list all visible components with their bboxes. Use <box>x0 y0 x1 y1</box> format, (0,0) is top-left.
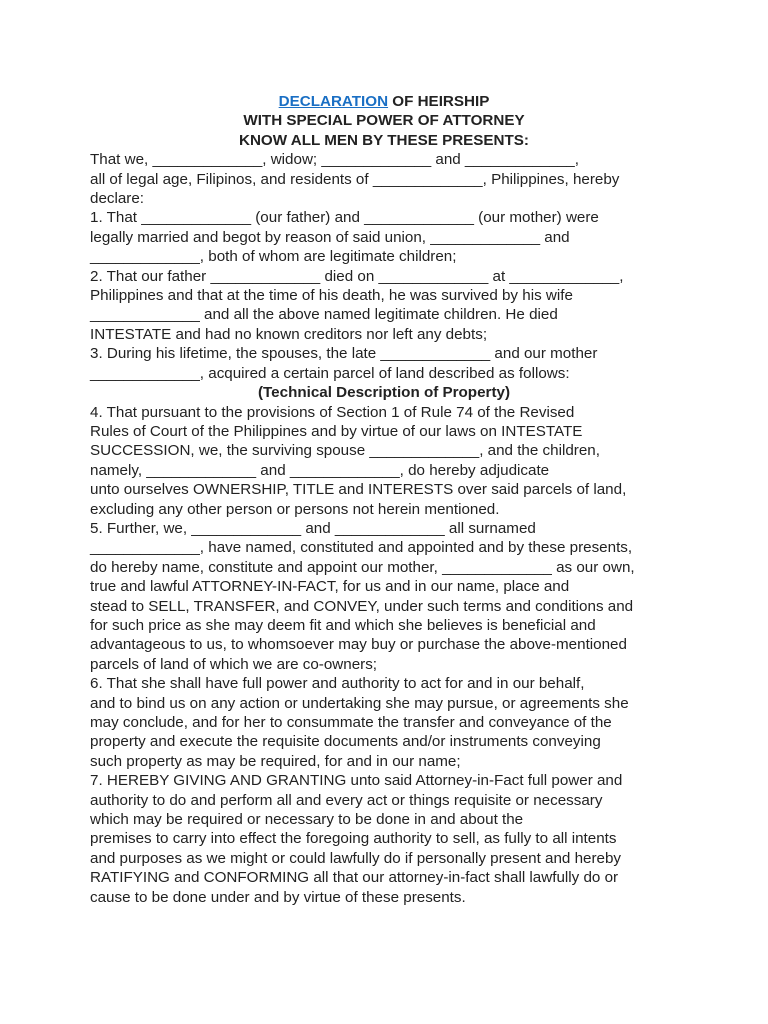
document-line: property and execute the requisite documents and/or instruments conveying <box>90 733 601 751</box>
document-line: all of legal age, Filipinos, and residents of _____________, Philippines, hereby <box>90 170 620 188</box>
document-line: 2. That our father _____________ died on _____________ at _____________, <box>90 267 624 285</box>
document-line: true and lawful ATTORNEY-IN-FACT, for us and in our name, place and <box>90 578 570 596</box>
document-line: for such price as she may deem fit and which she believes is beneficial and <box>90 616 596 634</box>
body-section-b <box>90 403 690 908</box>
document-line: do hereby name, constitute and appoint our mother, _____________ as our own, <box>90 558 635 576</box>
document-line: RATIFYING and CONFORMING all that our attorney-in-fact shall lawfully do or <box>90 869 619 887</box>
document-line: Rules of Court of the Philippines and by virtue of our laws on INTESTATE <box>90 422 583 440</box>
document-line: premises to carry into effect the foregoing authority to sell, as fully to all intents <box>90 830 617 848</box>
document-line: 7. HEREBY GIVING AND GRANTING unto said Attorney-in-Fact full power and <box>90 772 623 790</box>
title-line-2: WITH SPECIAL POWER OF ATTORNEY <box>243 112 525 130</box>
title-line-3: KNOW ALL MEN BY THESE PRESENTS: <box>239 131 529 149</box>
title-rest: OF HEIRSHIP <box>388 93 490 110</box>
declaration-link[interactable]: DECLARATION <box>278 93 389 110</box>
technical-description-heading: (Technical Description of Property) <box>257 384 511 402</box>
document-line: which may be required or necessary to be done in and about the <box>90 811 524 829</box>
document-line: such property as may be required, for and in our name; <box>90 752 461 770</box>
document-line: _____________, have named, constituted and appointed and by these presents, <box>90 539 633 557</box>
document-line: cause to be done under and by virtue of these presents. <box>90 888 466 906</box>
document-line: _____________, both of whom are legitimate children; <box>90 248 457 266</box>
document-line: SUCCESSION, we, the surviving spouse _____________, and the children, <box>90 442 600 460</box>
document-line: may conclude, and for her to consummate the transfer and conveyance of the <box>90 714 612 731</box>
document-line: and purposes as we might or could lawfully do if personally present and hereby <box>90 849 622 867</box>
document-line: 4. That pursuant to the provisions of Section 1 of Rule 74 of the Revised <box>90 403 575 421</box>
document-line: unto ourselves OWNERSHIP, TITLE and INTERESTS over said parcels of land, <box>90 481 627 499</box>
document-line: advantageous to us, to whomsoever may buy or purchase the above-mentioned <box>90 636 627 654</box>
document-line: _____________, acquired a certain parcel of land described as follows: <box>90 364 570 382</box>
document-line: 6. That she shall have full power and authority to act for and in our behalf, <box>90 675 585 693</box>
document-line: _____________ and all the above named legitimate children. He died <box>90 306 558 324</box>
document-line: 1. That _____________ (our father) and _____________ (our mother) were <box>90 209 599 227</box>
document-line: namely, _____________ and _____________, do hereby adjudicate <box>90 461 550 479</box>
document-page <box>90 92 690 907</box>
document-line: and to bind us on any action or undertaking she may pursue, or agreements she <box>90 694 629 712</box>
document-line: parcels of land of which we are co-owners; <box>90 655 378 673</box>
document-line: INTESTATE and had no known creditors nor left any debts; <box>90 325 488 343</box>
body-section-a <box>90 150 690 383</box>
document-line: excluding any other person or persons not herein mentioned. <box>90 500 500 518</box>
document-line: legally married and begot by reason of said union, _____________ and <box>90 228 570 246</box>
document-line: declare: <box>90 190 145 208</box>
document-line: 5. Further, we, _____________ and _____________ all surnamed <box>90 519 536 537</box>
document-title <box>78 92 690 111</box>
document-line: That we, _____________, widow; _____________ and _____________, <box>90 151 579 169</box>
document-line: 3. During his lifetime, the spouses, the late _____________ and our mother <box>90 345 598 363</box>
document-line: Philippines and that at the time of his death, he was survived by his wife <box>90 287 573 305</box>
document-line: stead to SELL, TRANSFER, and CONVEY, under such terms and conditions and <box>90 597 634 615</box>
document-line: authority to do and perform all and every act or things requisite or necessary <box>90 791 603 809</box>
